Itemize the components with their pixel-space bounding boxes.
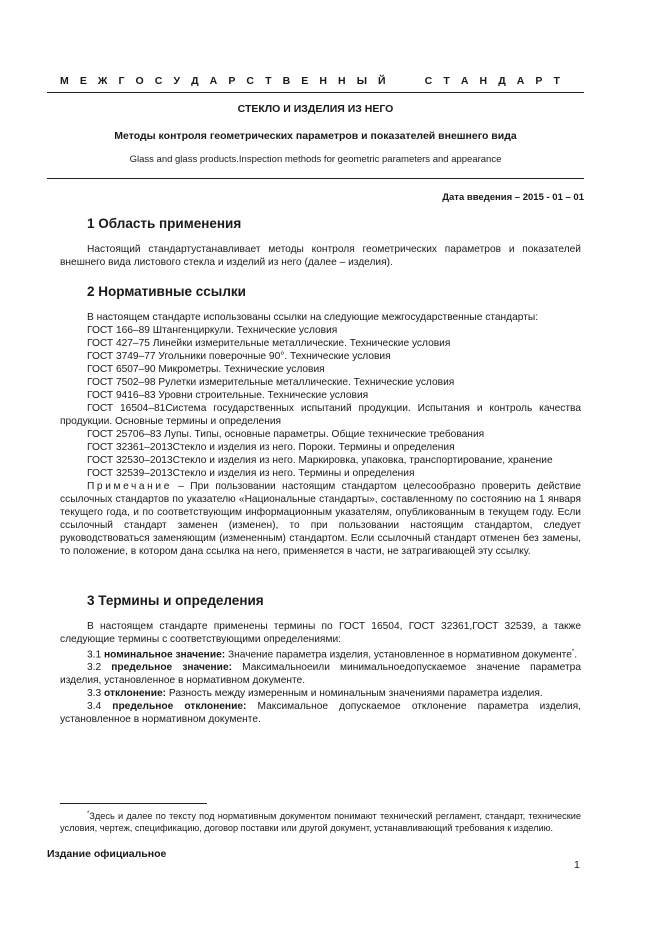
banner-letter: Т (443, 75, 450, 87)
banner-letter: Н (319, 75, 327, 87)
effective-date: Дата введения – 2015 - 01 – 01 (442, 192, 584, 203)
banner-letter: Д (191, 75, 199, 87)
banner-letter: М (60, 75, 69, 87)
reference-item: ГОСТ 427–75 Линейки измерительные металлические. Технические условия (87, 338, 451, 349)
reference-item: ГОСТ 16504–81Система государственных испытаний продукции. Испытания и контроль качества продукции. Основные термины и определения (60, 403, 581, 427)
term-definition (60, 646, 581, 661)
banner-letter: Е (301, 75, 309, 87)
term-definition (60, 661, 581, 687)
banner-letter (397, 75, 400, 87)
banner-letter: А (460, 75, 469, 87)
reference-item: ГОСТ 32539–2013Стекло и изделия из него. Термины и определения (87, 468, 415, 479)
note-text: – При пользовании настоящим стандартом целесообразно проверить действие ссылочных стандартов по указателю «Национальные стандарты», составленному по состоянию на 1 января текущего года, и по соответствующим информационным указателям, опубликованным в текущем году. Если ссылочный стандарт заменен (изменен), то при пользовании настоящим стандартом, следует руководствоваться заменяющим (измененным) стандартом. Если ссылочный стандарт отменен без замены, то положение, в котором дана ссылка на него, применяется в части, не затрагивающей эту ссылку. (60, 481, 581, 557)
banner-letter: Н (338, 75, 346, 87)
official-edition-label: Издание официальное (47, 848, 167, 860)
term-name: отклонение: (104, 688, 167, 700)
reference-item: ГОСТ 9416–83 Уровни строительные. Технические условия (87, 390, 369, 401)
footnote-rule (60, 803, 207, 804)
term-number: 3.4 (87, 701, 113, 713)
footnote-ref: * (571, 649, 575, 655)
banner-letter: У (173, 75, 180, 87)
banner-letter: Т (553, 75, 560, 87)
term-text: Разность между измеренным и номинальным значениями параметра изделия. (166, 688, 543, 700)
section-1-heading: 1 Область применения (87, 216, 242, 231)
reference-item: ГОСТ 32361–2013Стекло и изделия из него. Пороки. Термины и определения (87, 442, 455, 453)
term-name: предельное значение: (111, 662, 233, 674)
document-title: СТЕКЛО И ИЗДЕЛИЯ ИЗ НЕГО (237, 103, 394, 115)
banner-letter (411, 75, 414, 87)
term-name: номинальное значение: (104, 649, 226, 661)
title-rule (47, 178, 584, 179)
header-rule (47, 92, 584, 93)
section-3-body (60, 620, 581, 726)
term-text: Значение параметра изделия, установленное в нормативном документе (225, 649, 572, 661)
banner-letter: Д (498, 75, 506, 87)
reference-item: ГОСТ 25706–83 Лупы. Типы, основные параметры. Общие технические требования (87, 429, 485, 440)
banner-letter: Ы (356, 75, 367, 87)
banner-letter: Т (265, 75, 272, 87)
reference-item: ГОСТ 32530–2013Стекло и изделия из него. Маркировка, упаковка, транспортирование, хранение (87, 455, 553, 466)
banner-letter: Й (378, 75, 386, 87)
section-1-body (60, 243, 581, 269)
term-definition (60, 687, 581, 700)
banner-letter: С (246, 75, 254, 87)
term-definition (60, 700, 581, 726)
footnote-mark: * (87, 811, 90, 817)
page-number: 1 (574, 859, 580, 871)
footnote-text: Здесь и далее по тексту под нормативным документом понимают технический регламент, стандарт, технические условия, чертеж, спецификацию, договор поставки или другой документ, устанавливающий требования к изделию. (60, 811, 581, 834)
reference-note (60, 480, 581, 558)
section-1-text: Настоящий стандартустанавливает методы контроля геометрических параметров и показателей внешнего вида листового стекла и изделий из него (далее – изделия). (60, 244, 581, 268)
section-2-intro: В настоящем стандарте использованы ссылки на следующие межгосударственные стандарты: (87, 312, 539, 323)
term-name: предельное отклонение: (112, 701, 247, 713)
section-2-heading: 2 Нормативные ссылки (87, 284, 246, 299)
banner-letter: А (516, 75, 525, 87)
term-tail: . (574, 649, 578, 661)
section-3-heading: 3 Термины и определения (87, 593, 264, 608)
banner-letter: Р (228, 75, 236, 87)
banner-letter: О (135, 75, 144, 87)
section-3-intro: В настоящем стандарте применены термины по ГОСТ 16504, ГОСТ 32361,ГОСТ 32539, а также следующие термины с соответствующими определениями: (60, 621, 581, 645)
reference-item: ГОСТ 166–89 Штангенциркули. Технические условия (87, 325, 338, 336)
standard-banner (60, 75, 560, 87)
banner-letter: С (154, 75, 163, 87)
banner-letter: А (209, 75, 218, 87)
term-number: 3.3 (87, 688, 104, 700)
term-number: 3.1 (87, 649, 104, 661)
term-text: Максимальноеили минимальноедопускаемое значение параметра изделия, установленное в нормативном документе. (60, 662, 581, 687)
term-number: 3.2 (87, 662, 112, 674)
reference-item: ГОСТ 6507–90 Микрометры. Технические условия (87, 364, 325, 375)
banner-letter: Ж (97, 75, 108, 87)
reference-item: ГОСТ 7502–98 Рулетки измерительные металлические. Технические условия (87, 377, 455, 388)
note-label: Примечание (87, 481, 172, 492)
footnote (60, 808, 581, 834)
banner-letter: Р (535, 75, 543, 87)
reference-item: ГОСТ 3749–77 Угольники поверочные 90°. Технические условия (87, 351, 391, 362)
term-text: Максимальное допускаемое отклонение параметра изделия, установленное в нормативном документе. (60, 701, 581, 726)
banner-letter: Н (479, 75, 488, 87)
banner-letter: Г (118, 75, 125, 87)
document-subtitle: Методы контроля геометрических параметров и показателей внешнего вида (114, 130, 517, 142)
english-title: Glass and glass products.Inspection methods for geometric parameters and appearance (129, 154, 502, 165)
banner-letter: В (282, 75, 291, 87)
banner-letter: Е (79, 75, 87, 87)
banner-letter: С (424, 75, 433, 87)
section-2-body (60, 311, 581, 558)
